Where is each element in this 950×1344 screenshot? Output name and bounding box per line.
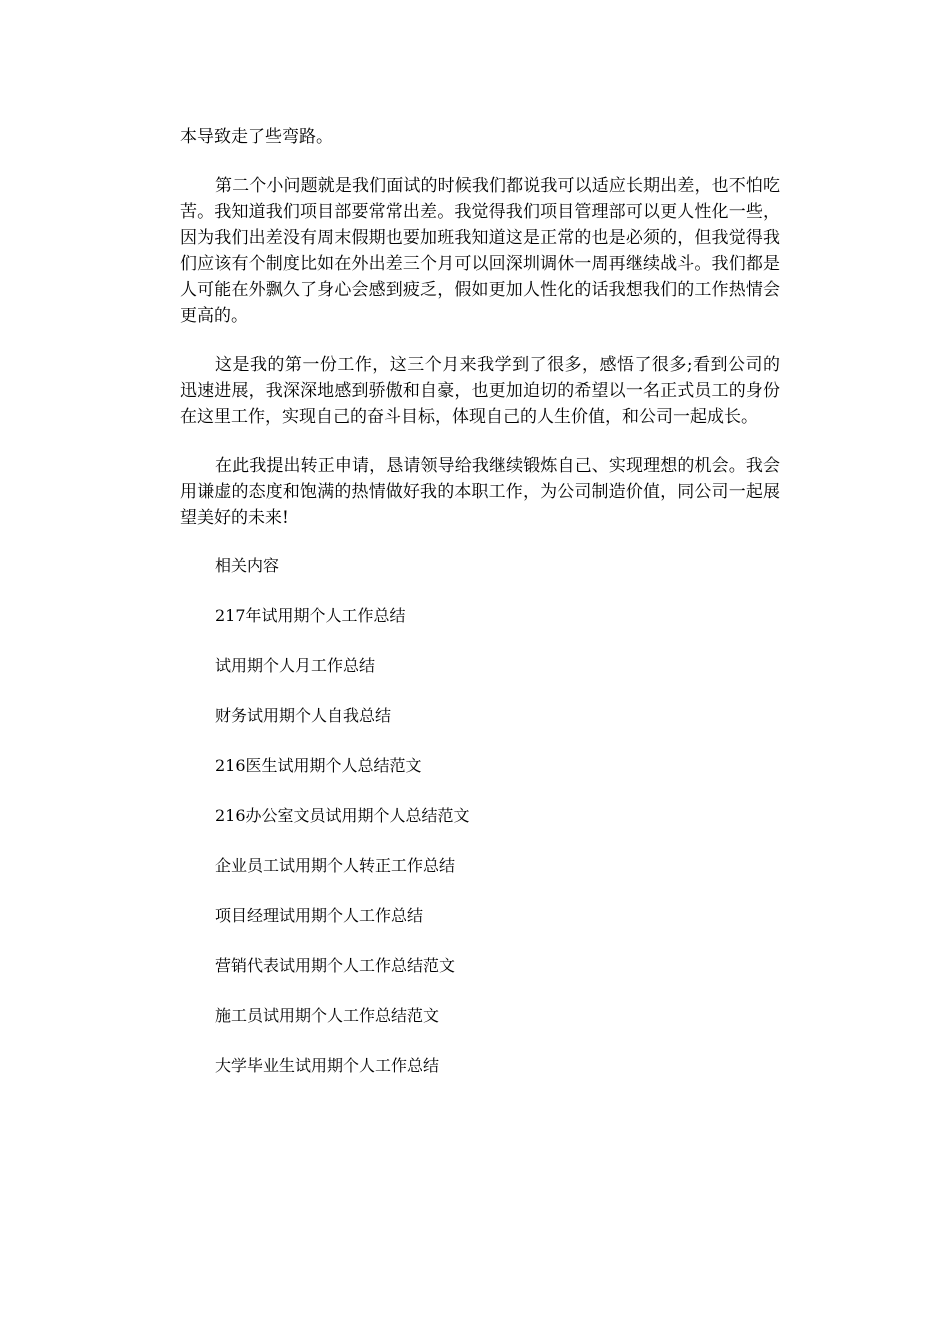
paragraph-continuation: 本导致走了些弯路。	[180, 127, 333, 147]
document-page	[180, 124, 780, 1079]
related-link[interactable]: 财务试用期个人自我总结	[215, 706, 392, 725]
related-content-list	[215, 603, 780, 1079]
paragraph-business-trip: 第二个小问题就是我们面试的时候我们都说我可以适应长期出差，也不怕吃苦。我知道我们项目部要常常出差。我觉得我们项目管理部可以更人性化一些，因为我们出差没有周末假期也要加班我知道这是正常的也是必须的，但我觉得我们应该有个制度比如在外出差三个月可以回深圳调休一周再继续战斗。我们都是人可能在外飘久了身心会感到疲乏，假如更加人性化的话我想我们的工作热情会更高的。	[180, 176, 780, 326]
related-link[interactable]: 营销代表试用期个人工作总结范文	[215, 956, 456, 975]
related-content-heading: 相关内容	[215, 556, 280, 575]
related-link[interactable]: 216医生试用期个人总结范文	[215, 756, 422, 775]
related-content-section	[180, 553, 780, 1079]
paragraph-first-job: 这是我的第一份工作，这三个月来我学到了很多，感悟了很多;看到公司的迅速进展，我深深地感到骄傲和自豪，也更加迫切的希望以一名正式员工的身份在这里工作，实现自己的奋斗目标，体现自己的人生价值，和公司一起成长。	[180, 355, 780, 427]
related-link[interactable]: 216办公室文员试用期个人总结范文	[215, 806, 470, 825]
related-link[interactable]: 试用期个人月工作总结	[215, 656, 376, 675]
related-link[interactable]: 大学毕业生试用期个人工作总结	[215, 1056, 440, 1075]
related-link[interactable]: 217年试用期个人工作总结	[215, 606, 406, 625]
related-link[interactable]: 项目经理试用期个人工作总结	[215, 906, 424, 925]
related-link[interactable]: 企业员工试用期个人转正工作总结	[215, 856, 456, 875]
related-link[interactable]: 施工员试用期个人工作总结范文	[215, 1006, 440, 1025]
paragraph-application: 在此我提出转正申请，恳请领导给我继续锻炼自己、实现理想的机会。我会用谦虚的态度和饱满的热情做好我的本职工作，为公司制造价值，同公司一起展望美好的未来!	[180, 456, 780, 528]
